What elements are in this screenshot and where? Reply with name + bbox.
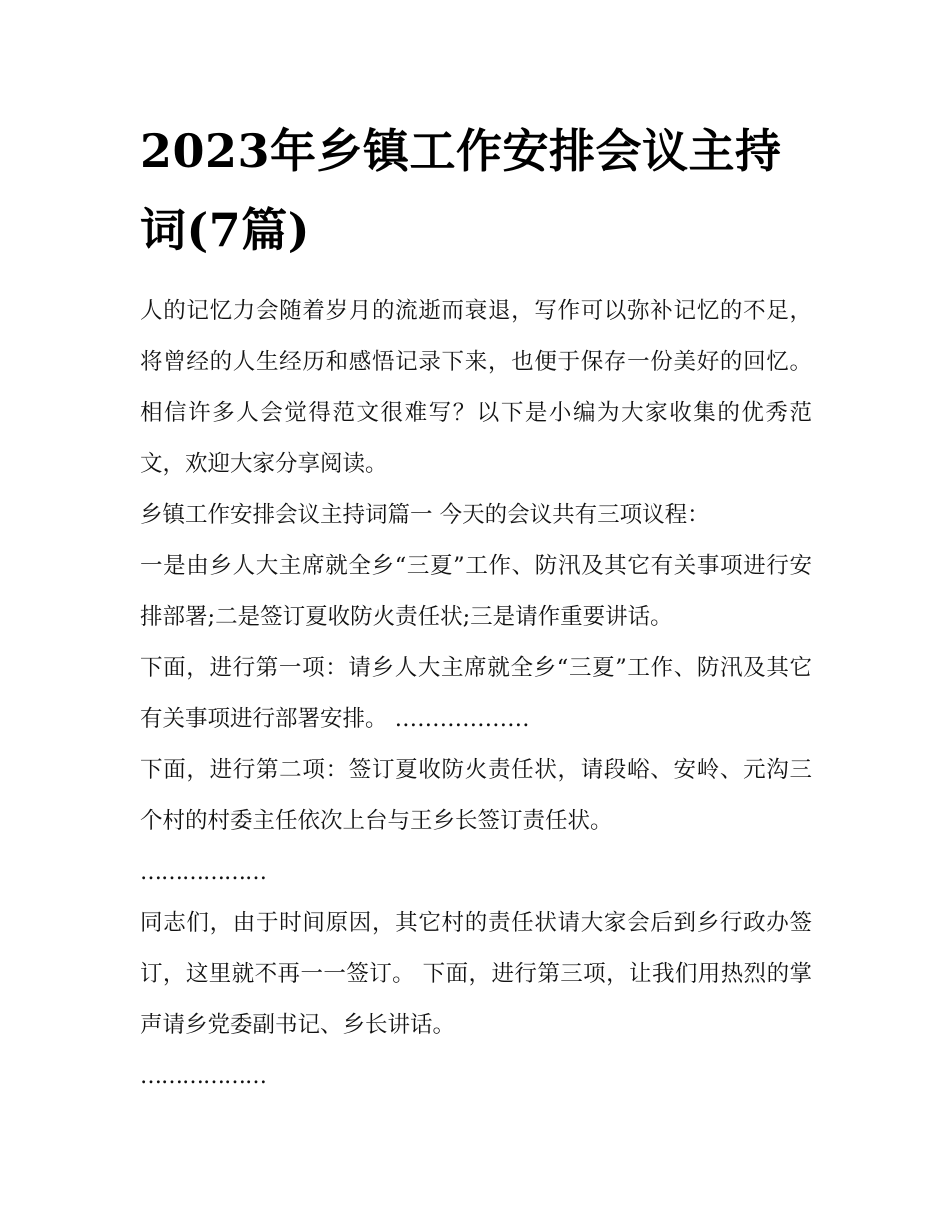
item-three-paragraph: 同志们，由于时间原因，其它村的责任状请大家会后到乡行政办签订，这里就不再一一签订。 下面，进行第三项，让我们用热烈的掌声请乡党委副书记、乡长讲话。 xyxy=(140,910,812,1038)
document-page xyxy=(140,112,812,1102)
item-two-paragraph: 下面，进行第二项：签订夏收防火责任状，请段峪、安岭、元沟三个村的村委主任依次上台与王乡长签订责任状。 xyxy=(140,757,812,834)
intro-paragraph: 人的记忆力会随着岁月的流逝而衰退，写作可以弥补记忆的不足，将曾经的人生经历和感悟记录下来，也便于保存一份美好的回忆。相信许多人会觉得范文很难写？以下是小编为大家收集的优秀范文，欢迎大家分享阅读。 xyxy=(140,298,812,477)
section-heading-paragraph: 乡镇工作安排会议主持词篇一 今天的会议共有三项议程： xyxy=(140,502,710,528)
agenda-paragraph: 一是由乡人大主席就全乡“三夏”工作、防汛及其它有关事项进行安排部署;二是签订夏收防火责任状;三是请作重要讲话。 xyxy=(140,553,812,630)
ellipsis-line: ……………… xyxy=(140,1064,266,1089)
document-title: 2023年乡镇工作安排会议主持词(7篇) xyxy=(140,124,782,257)
item-one-paragraph: 下面，进行第一项：请乡人大主席就全乡“三夏”工作、防汛及其它有关事项进行部署安排。 ……………… xyxy=(140,655,812,732)
ellipsis-line: ……………… xyxy=(140,860,266,885)
